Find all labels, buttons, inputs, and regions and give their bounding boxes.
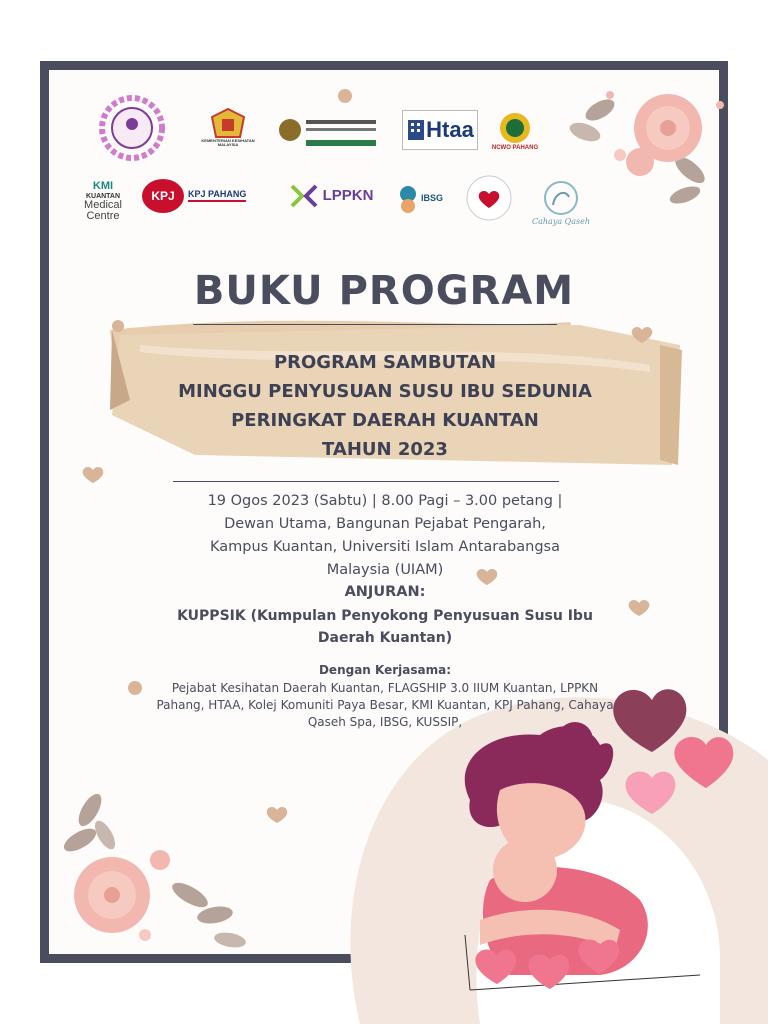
ribbon-text [130, 348, 640, 464]
dot-2 [128, 681, 142, 695]
ribbon-line-1: PROGRAM SAMBUTAN [273, 352, 497, 373]
ribbon-line-4: TAHUN 2023 [322, 439, 448, 460]
ribbon-line-3: PERINGKAT DAERAH KUANTAN [231, 410, 539, 431]
kerjasama-heading: Dengan Kerjasama: [318, 663, 452, 677]
dot-1 [338, 89, 352, 103]
heart-small-5 [267, 807, 288, 823]
htaa-logo: Htaa [402, 110, 478, 150]
ncwo-logo: NCWO PAHANG [486, 106, 544, 156]
kpj-logo: KPJ KPJ PAHANG [142, 178, 274, 214]
details-line-4: Malaysia (UIAM) [326, 562, 444, 578]
heart-small-4 [629, 600, 650, 616]
kussip-logo [462, 174, 516, 222]
lppkn-logo: LPPKN [281, 180, 381, 212]
iium-logo [276, 110, 381, 150]
kerjasama-body: Pejabat Kesihatan Daerah Kuantan, FLAGSHIP 3.0 IIUM Kuantan, LPPKN Pahang, HTAA, Kolej Komuniti Paya Besar, KMI Kuantan, KPJ Pahang, Cahaya Qaseh Spa, IBSG, KUSSIP, [156, 681, 614, 729]
details-line-2: Dewan Utama, Bangunan Pejabat Pengarah, [224, 516, 546, 532]
event-details [180, 490, 590, 582]
anjuran-heading: ANJURAN: [344, 584, 426, 600]
dot-3 [112, 320, 124, 332]
ribbon-line-2: MINGGU PENYUSUAN SUSU IBU SEDUNIA [178, 381, 592, 402]
ibsg-logo: IBSG [390, 180, 450, 218]
anjuran-body: KUPPSIK (Kumpulan Penyokong Penyusuan Susu Ibu Daerah Kuantan) [177, 608, 593, 646]
details-divider [173, 481, 559, 482]
baby-head [493, 838, 557, 902]
title-underline [193, 324, 557, 325]
flower-bottom-left [60, 790, 247, 949]
kkm-logo: KEMENTERIAN KESIHATAN MALAYSIA [196, 103, 260, 151]
cahaya-qaseh-logo: Cahaya Qaseh [522, 174, 600, 230]
page-title: BUKU PROGRAM [193, 268, 575, 314]
kmi-logo: KMI KUANTAN Medical Centre [84, 180, 122, 223]
details-line-1: 19 Ogos 2023 (Sabtu) | 8.00 Pagi – 3.00 petang | [207, 493, 563, 509]
kuppsik-logo [92, 88, 172, 168]
details-line-3: Kampus Kuantan, Universiti Islam Antarabangsa [210, 539, 560, 555]
heart-small-2 [83, 467, 104, 483]
